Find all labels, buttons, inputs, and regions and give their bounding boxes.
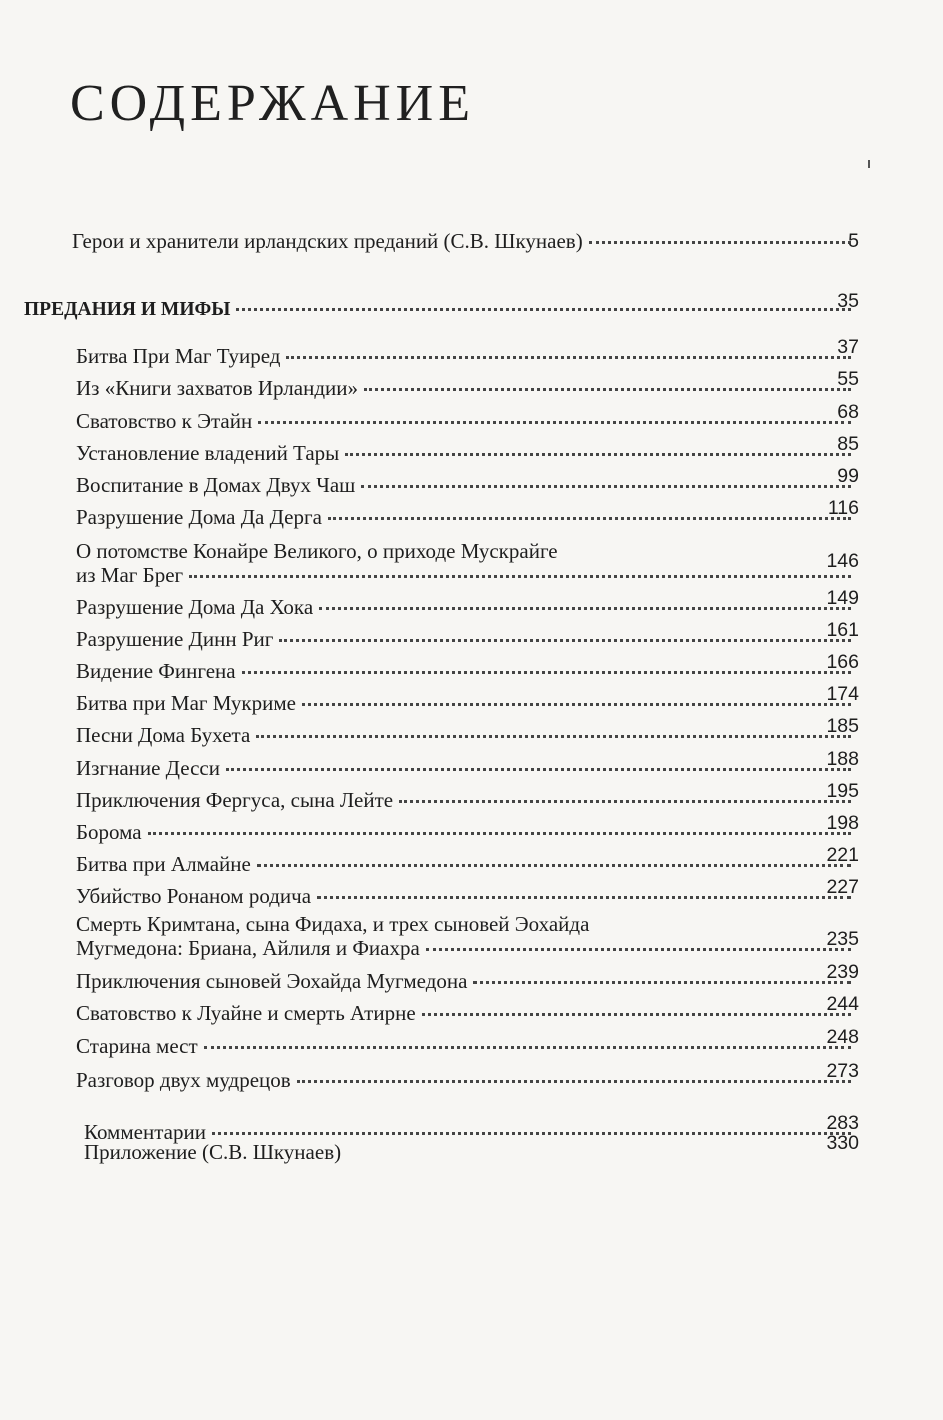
toc-page-number: 116 [827,497,859,519]
toc-page-number: 283 [826,1112,859,1134]
toc-page-number: 99 [837,465,859,487]
leader-dots [236,307,851,311]
toc-label: Из «Книги захватов Ирландии» [76,376,358,400]
toc-page-number: 146 [826,550,859,572]
toc-label: Убийство Ронаном родича [76,884,312,908]
leader-dots [148,831,851,835]
toc-page-number: 227 [826,876,859,898]
toc-page-number: 55 [837,368,859,390]
toc-label: Сватовство к Луайне и смерть Атирне [76,1001,416,1025]
toc-label: из Маг Брег [76,563,184,587]
toc-label: Установление владений Тары [76,441,340,465]
toc-page-number: 5 [848,230,859,252]
leader-dots [328,516,851,520]
leader-dots [256,734,851,738]
toc-label-line1: О потомстве Конайре Великого, о приходе Мускрайге [76,539,558,563]
leader-dots [226,767,851,771]
toc-page-number: 161 [826,619,859,641]
toc-label: Разрушение Динн Риг [76,627,274,651]
toc-label: Воспитание в Домах Двух Чаш [76,473,356,497]
toc-label-line1: Смерть Кримтана, сына Фидаха, и трех сыновей Эохайда [76,912,590,936]
toc-label: Борома [76,820,142,844]
leader-dots [302,702,851,706]
margin-mark [868,160,870,168]
toc-page-number: 239 [826,961,859,983]
toc-page-number: 35 [837,290,859,312]
leader-dots [422,1012,851,1016]
toc-page-number: 149 [826,587,859,609]
toc-page-number: 248 [826,1026,859,1048]
toc-label: Битва при Маг Мукриме [76,691,296,715]
toc-page-number: 235 [826,928,859,950]
leader-dots [399,799,851,803]
leader-dots [297,1079,851,1083]
toc-label: Разрушение Дома Да Хока [76,595,314,619]
toc-label: Комментарии [84,1120,206,1144]
toc-page-number: 188 [826,748,859,770]
leader-dots [204,1045,851,1049]
toc-page-number: 244 [826,993,859,1015]
toc-page-number: 185 [826,715,859,737]
toc-label: Мугмедона: Бриана, Айлиля и Фиахра [76,936,420,960]
leader-dots [258,420,851,424]
toc-label: Сватовство к Этайн [76,409,253,433]
toc-page-number: 37 [837,336,859,358]
page-title: СОДЕРЖАНИЕ [70,75,475,132]
toc-label: Битва При Маг Туиред [76,344,281,368]
leader-dots [361,484,851,488]
toc-page-number: 330 [826,1132,859,1154]
leader-dots [257,863,851,867]
toc-label: Приложение (С.В. Шкунаев) [84,1140,342,1164]
leader-dots [279,638,851,642]
leader-dots [286,355,851,359]
toc-page-number: 221 [826,844,859,866]
toc-page-number: 273 [826,1060,859,1082]
leader-dots [242,670,851,674]
leader-dots [345,452,851,456]
toc-page-number: 198 [826,812,859,834]
toc-label: Разговор двух мудрецов [76,1068,291,1092]
toc-page-number: 195 [826,780,859,802]
toc-page-number: 85 [837,433,859,455]
toc-page-number: 174 [826,683,859,705]
toc-label: Приключения сыновей Эохайда Мугмедона [76,969,468,993]
toc-label: Разрушение Дома Да Дерга [76,505,322,529]
toc-label: Песни Дома Бухета [76,723,251,747]
toc-label: Изгнание Десси [76,756,220,780]
toc-label: Видение Фингена [76,659,236,683]
toc-label: Герои и хранители ирландских преданий (С.В. Шкунаев) [72,229,583,253]
toc-page-number: 166 [826,651,859,673]
toc-page-number: 68 [837,401,859,423]
toc-label: Приключения Фергуса, сына Лейте [76,788,394,812]
leader-dots [212,1131,851,1135]
toc-label: ПРЕДАНИЯ И МИФЫ [24,299,231,320]
leader-dots [364,387,851,391]
leader-dots [319,606,851,610]
leader-dots [317,895,851,899]
toc-label: Старина мест [76,1034,198,1058]
leader-dots [426,947,851,951]
toc-label: Битва при Алмайне [76,852,251,876]
leader-dots [189,574,851,578]
